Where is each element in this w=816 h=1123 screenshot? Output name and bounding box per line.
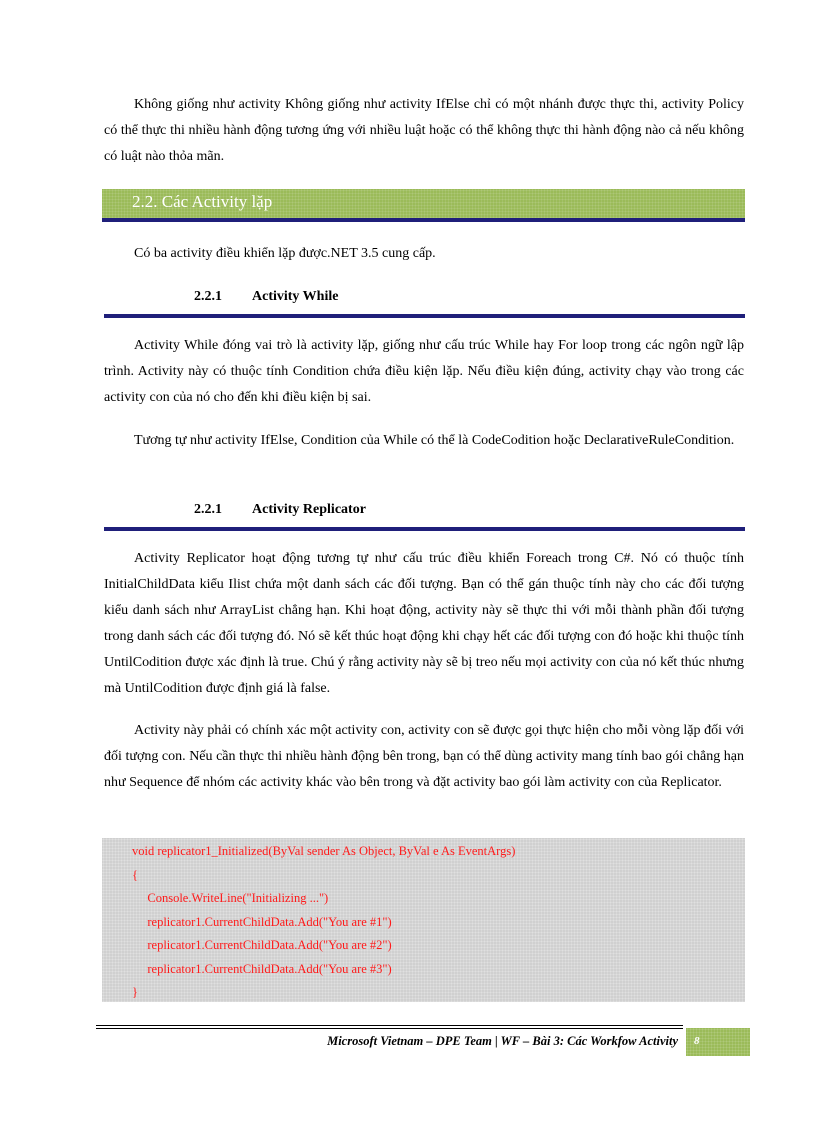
paragraph-replicator-child: Activity này phải có chính xác một activity con, activity con sẽ được gọi thực hiện cho mỗi vòng lặp đối với đối tượng con. Nếu cần thực thi nhiều hành động bên trong, bạn có thể dùng activity mang tính bao gói chẳng hạn như Sequence để nhóm các activity khác vào bên trong và đặt activity bao gói làm activity con của Replicator. <box>104 723 744 790</box>
subsection-heading-while <box>104 286 745 318</box>
footer-text: Microsoft Vietnam – DPE Team | WF – Bài 3: Các Workfow Activity <box>327 1034 678 1048</box>
code-line: } <box>132 985 138 999</box>
paragraph-replicator-description: Activity Replicator hoạt động tương tự như cấu trúc điều khiển Foreach trong C#. Nó có thuộc tính InitialChildData kiểu Ilist chứa một danh sách các đối tượng. Bạn có thể gán thuộc tính này cho các đối tượng kiểu danh sách như ArrayList chẳng hạn. Khi hoạt động, activity này sẽ thực thi với mỗi thành phần đối tượng trong danh sách các đối tượng đó. Nó sẽ kết thúc hoạt động khi chạy hết các đối tượng con đó hoặc khi thuộc tính UntilCodition được xác định là true. Chú ý rằng activity này sẽ bị treo nếu mọi activity con của nó kết thúc nhưng mà UntilCodition được định giá là false. <box>104 551 744 696</box>
subsection-title: Activity While <box>252 289 339 304</box>
subsection-number: 2.2.1 <box>194 289 222 304</box>
subsection-number: 2.2.1 <box>194 502 222 517</box>
code-line: replicator1.CurrentChildData.Add("You are #1") <box>138 914 392 929</box>
section-heading-bar <box>102 189 745 222</box>
subsection-heading-replicator <box>104 499 745 531</box>
code-line: { <box>132 867 138 882</box>
footer-rule-bottom <box>96 1028 683 1029</box>
paragraph-intro-loops: Có ba activity điều khiển lặp được.NET 3.5 cung cấp. <box>134 246 436 261</box>
code-line: replicator1.CurrentChildData.Add("You are #3") <box>138 961 392 976</box>
code-block <box>102 838 745 1002</box>
code-line: void replicator1_Initialized(ByVal sender As Object, ByVal e As EventArgs) <box>132 844 516 858</box>
footer-rule-top <box>96 1025 683 1026</box>
page-number-box <box>686 1028 750 1056</box>
code-line: Console.WriteLine("Initializing ...") <box>138 891 329 905</box>
paragraph-policy: Không giống như activity Không giống như activity IfElse chỉ có một nhánh được thực thi, activity Policy có thể thực thi nhiều hành động tương ứng với nhiều luật hoặc có thể không thực thi hành động nào cả nếu không có luật nào thỏa mãn. <box>104 97 744 164</box>
page-number: 8 <box>694 1035 700 1047</box>
paragraph-while-condition: Tương tự như activity IfElse, Condition của While có thể là CodeCodition hoặc DeclarativeRuleCondition. <box>134 433 735 448</box>
subsection-title: Activity Replicator <box>252 502 366 517</box>
paragraph-while-description: Activity While đóng vai trò là activity lặp, giống như cấu trúc While hay For loop trong các ngôn ngữ lập trình. Activity này có thuộc tính Condition chứa điều kiện lặp. Nếu điều kiện đúng, activity chạy vào trong các activity con của nó cho đến khi điều kiện bị sai. <box>104 338 744 405</box>
section-title: 2.2. Các Activity lặp <box>132 192 273 211</box>
code-line: replicator1.CurrentChildData.Add("You are #2") <box>138 938 392 952</box>
